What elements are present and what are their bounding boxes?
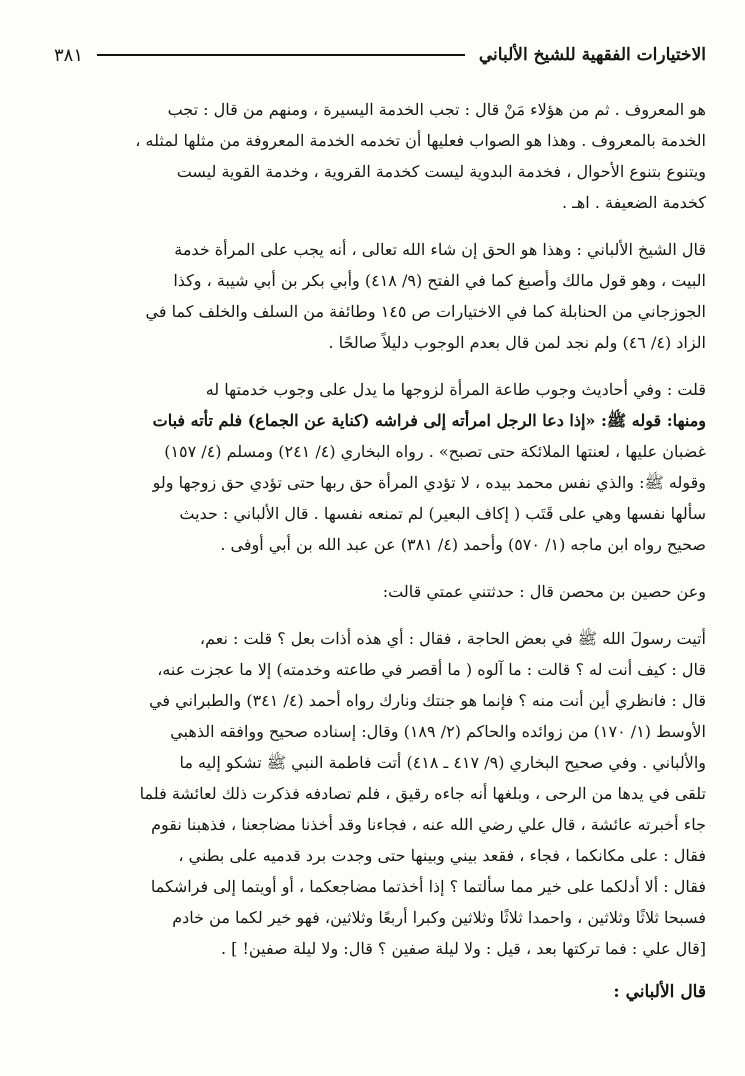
text-line: قال : فانظري أين أنت منه ؟ فإنما هو جنتك ونارك رواه أحمد (٤/ ٣٤١) والطبراني في bbox=[149, 691, 706, 710]
text-line: قال الشيخ الألباني : وهذا هو الحق إن شاء الله تعالى ، أنه يجب على المرأة خدمة bbox=[174, 240, 706, 259]
paragraph-husain-intro bbox=[54, 576, 706, 607]
text-line: وعن حصين بن محصن قال : حدثتني عمتي قالت: bbox=[382, 582, 706, 601]
text-line: جاء أخبرته عائشة ، قال علي رضي الله عنه ، فجاءنا وقد أخذنا مضاجعنا ، فذهبنا نقوم bbox=[151, 815, 706, 834]
text-line: تلقى في يدها من الرحى ، وبلغها أنه جاءه رقيق ، فلم تصادفه فذكرت ذلك لعائشة فلما bbox=[139, 784, 706, 803]
text-line: فقال : ألا أدلكما على خير مما سألتما ؟ إذا أخذتما مضاجعكما ، أو أويتما إلى فراشكما bbox=[150, 877, 706, 896]
text-line: والألباني . وفي صحيح البخاري (٩/ ٤١٧ ـ ٤١٨) أتت فاطمة النبي ﷺ تشكو إليه ما bbox=[179, 753, 706, 772]
text-line: [قال علي : فما تركتها بعد ، قيل : ولا ليلة صفين ؟ قال: ولا ليلة صفين! ] . bbox=[221, 939, 706, 958]
closing-heading: قال الألباني : bbox=[613, 982, 706, 1002]
text-line: صحيح رواه ابن ماجه (١/ ٥٧٠) وأحمد (٤/ ٣٨١) عن عبد الله بن أبي أوفى . bbox=[220, 535, 706, 554]
text-line: ومنها: قوله ﷺ: «إذا دعا الرجل امرأته إلى فراشه (كناية عن الجماع) فلم تأته فبات bbox=[152, 411, 706, 430]
text-line: البيت ، وهو قول مالك وأصبغ كما في الفتح (٩/ ٤١٨) وأبي بكر بن أبي شيبة ، وكذا bbox=[173, 271, 706, 290]
text-line: فقال : على مكانكما ، فجاء ، فقعد بيني وبينها حتى وجدت برد قدميه على بطني ، bbox=[178, 846, 706, 865]
paragraph-albani-opinion bbox=[54, 234, 706, 358]
paragraph-quote-end bbox=[54, 94, 706, 218]
text-line: غضبان عليها ، لعنتها الملائكة حتى تصبح» . رواه البخاري (٤/ ٢٤١) ومسلم (٤/ ١٥٧) bbox=[164, 442, 706, 461]
book-page bbox=[54, 36, 706, 1046]
text-line: ويتنوع بتنوع الأحوال ، فخدمة البدوية ليست كخدمة القروية ، وخدمة القوية ليست bbox=[176, 162, 706, 181]
text-line: الخدمة بالمعروف . وهذا هو الصواب فعليها أن تخدمه الخدمة المعروفة من مثلها لمثله ، bbox=[135, 131, 706, 150]
header-rule bbox=[97, 54, 465, 56]
text-line: هو المعروف . ثم من هؤلاء مَنْ قال : تجب الخدمة اليسيرة ، ومنهم من قال : تجب bbox=[167, 100, 706, 119]
text-line: سألها نفسها وهي على قَتَب ( إكاف البعير) لم تمنعه نفسها . قال الألباني : حديث bbox=[179, 504, 706, 523]
text-line: أتيت رسولَ الله ﷺ في بعض الحاجة ، فقال : أي هذه أذات بعل ؟ قلت : نعم، bbox=[199, 629, 706, 648]
text-line: الأوسط (١/ ١٧٠) من زوائده والحاكم (٢/ ١٨٩) وقال: إسناده صحيح ووافقه الذهبي bbox=[170, 722, 706, 741]
running-header-title: الاختيارات الفقهية للشيخ الألباني bbox=[478, 45, 706, 65]
text-line: فسبحا ثلاثًا وثلاثين ، واحمدا ثلاثًا وثلاثين وكبرا أربعًا وثلاثين، فهو خير لكما من خادم bbox=[172, 908, 706, 927]
text-line: الجوزجاني من الحنابلة كما في الاختيارات ص ١٤٥ وطائفة من السلف والخلف كما في bbox=[145, 302, 706, 321]
text-line: قال : كيف أنت له ؟ قالت : ما آلوه ( ما أقصر في طاعته وخدمته) إلا ما عجزت عنه، bbox=[157, 660, 706, 679]
running-header bbox=[54, 36, 706, 74]
text-line: قلت : وفي أحاديث وجوب طاعة المرأة لزوجها ما يدل على وجوب خدمتها له bbox=[205, 380, 706, 399]
text-line: الزاد (٤/ ٤٦) ولم نجد لمن قال بعدم الوجوب دليلاً صالحًا . bbox=[328, 333, 706, 352]
paragraph-hadith-obedience bbox=[54, 374, 706, 560]
text-line: كخدمة الضعيفة . اهـ . bbox=[562, 193, 706, 212]
text-line: وقوله ﷺ: والذي نفس محمد بيده ، لا تؤدي المرأة حق ربها حتى تؤدي حق زوجها ولو bbox=[152, 473, 706, 492]
paragraph-hadith-narration bbox=[54, 623, 706, 964]
page-number: ٣٨١ bbox=[54, 44, 84, 66]
